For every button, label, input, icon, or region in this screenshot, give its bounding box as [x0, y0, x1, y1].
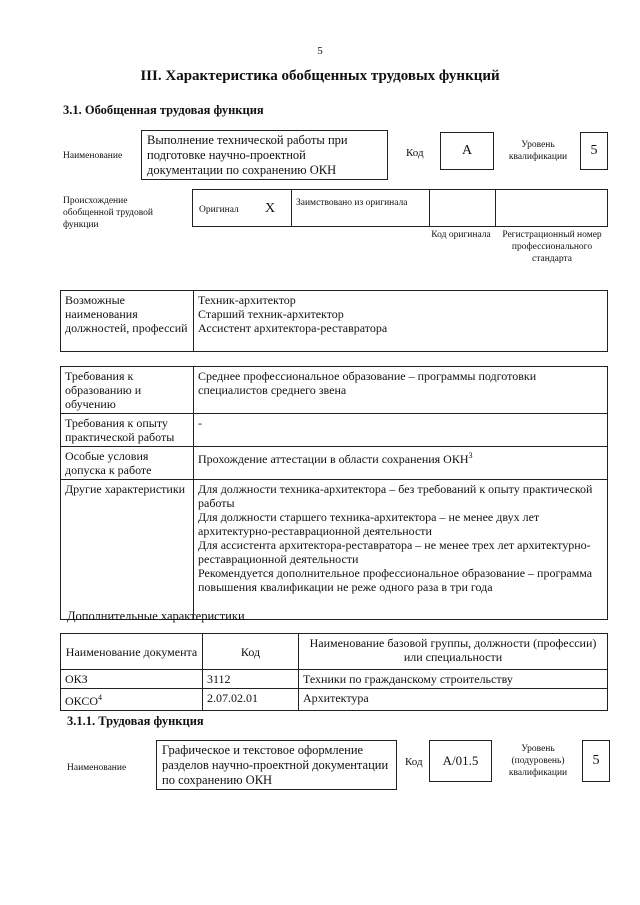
tf-code-box — [429, 740, 492, 782]
tf-code-value: А/01.5 — [442, 753, 479, 768]
position-item: Старший техник-архитектор — [198, 307, 344, 321]
extra-name-cell: Техники по гражданскому строительству — [299, 670, 608, 689]
req-other-line: Для ассистента архитектора-реставратора – не менее трех лет архитектурно-реставрационной деятельности — [198, 538, 591, 566]
positions-table — [60, 290, 608, 352]
extra-name-cell: Архитектура — [299, 689, 608, 711]
origin-divider-1 — [291, 190, 292, 226]
code-original-label: Код оригинала — [431, 230, 491, 240]
req-other-line: Для должности техника-архитектора – без требований к опыту практической работы — [198, 482, 593, 510]
req-other-line: Для должности старшего техника-архитектора – не менее двух лет архитектурно-реставрационной деятельности — [198, 510, 540, 538]
req-other-values — [194, 480, 608, 620]
tf-name-box — [156, 740, 397, 790]
extra-doc-value: ОКСО — [65, 694, 99, 708]
position-item: Техник-архитектор — [198, 293, 296, 307]
extra-doc-cell — [61, 689, 203, 711]
position-item: Ассистент архитектора-реставратора — [198, 321, 388, 335]
origin-divider-2 — [429, 190, 430, 226]
tf-name-label: Наименование — [67, 763, 127, 773]
tf-level-label: Уровень (подуровень) квалификации — [508, 744, 568, 778]
extra-table — [60, 633, 608, 711]
positions-values — [194, 291, 608, 352]
gtf-origin-label: Происхождение обобщенной трудовой функции — [63, 196, 153, 230]
gtf-name-value: Выполнение технической работы при подготовке научно-проектной документации по сохранению ОКН — [147, 133, 348, 177]
table-row — [61, 670, 608, 689]
origin-divider-3 — [495, 190, 496, 226]
tf-level-box — [582, 740, 610, 782]
gtf-code-label: Код — [406, 147, 424, 159]
gtf-code-box — [440, 132, 494, 170]
extra-code-cell: 2.07.02.01 — [203, 689, 299, 711]
extra-doc-cell: ОКЗ — [61, 670, 203, 689]
tf-name-value: Графическое и текстовое оформление разделов научно-проектной документации по сохранению ОКН — [162, 743, 389, 787]
req-conditions-cell — [194, 447, 608, 480]
borrowed-label: Заимствовано из оригинала — [296, 198, 408, 208]
positions-label: Возможные наименования должностей, профессий — [61, 291, 194, 352]
requirements-table — [60, 366, 608, 620]
extra-col-name: Наименование базовой группы, должности (профессии) или специальности — [299, 634, 608, 670]
req-other-line: Рекомендуется дополнительное профессиональное образование – программа повышения квалификации не реже одного раза в три года — [198, 566, 593, 594]
gtf-level-value: 5 — [590, 143, 598, 158]
req-conditions-value: Прохождение аттестации в области сохранения ОКН — [198, 452, 469, 466]
gtf-heading: 3.1. Обобщенная трудовая функция — [63, 103, 264, 117]
req-education-value: Среднее профессиональное образование – программы подготовки специалистов среднего звена — [194, 367, 608, 414]
reg-number-label: Регистрационный номер профессионального стандарта — [502, 230, 602, 264]
gtf-level-box — [580, 132, 608, 170]
gtf-name-box — [141, 130, 388, 180]
extra-code-cell: 3112 — [203, 670, 299, 689]
req-conditions-label: Особые условия допуска к работе — [61, 447, 194, 480]
extra-col-doc: Наименование документа — [61, 634, 203, 670]
req-experience-label: Требования к опыту практической работы — [61, 414, 194, 447]
tf-level-value: 5 — [592, 753, 600, 768]
gtf-level-label: Уровень квалификации — [508, 140, 568, 162]
section-title: III. Характеристика обобщенных трудовых функций — [140, 68, 500, 84]
extra-col-code: Код — [203, 634, 299, 670]
original-label: Оригинал — [199, 205, 239, 215]
req-education-label: Требования к образованию и обучению — [61, 367, 194, 414]
req-other-label: Другие характеристики — [61, 480, 194, 620]
footnote-4: 4 — [98, 693, 103, 702]
extra-heading: Дополнительные характеристики — [67, 609, 245, 623]
tf-code-label: Код — [405, 756, 423, 768]
table-row — [61, 689, 608, 711]
tf-heading: 3.1.1. Трудовая функция — [67, 714, 204, 728]
page-number: 5 — [317, 45, 323, 57]
gtf-name-label: Наименование — [63, 151, 123, 161]
footnote-3: 3 — [468, 451, 473, 460]
gtf-code-value: А — [461, 143, 473, 158]
req-experience-value: - — [194, 414, 608, 447]
original-mark: X — [265, 201, 276, 216]
origin-table — [192, 189, 608, 227]
